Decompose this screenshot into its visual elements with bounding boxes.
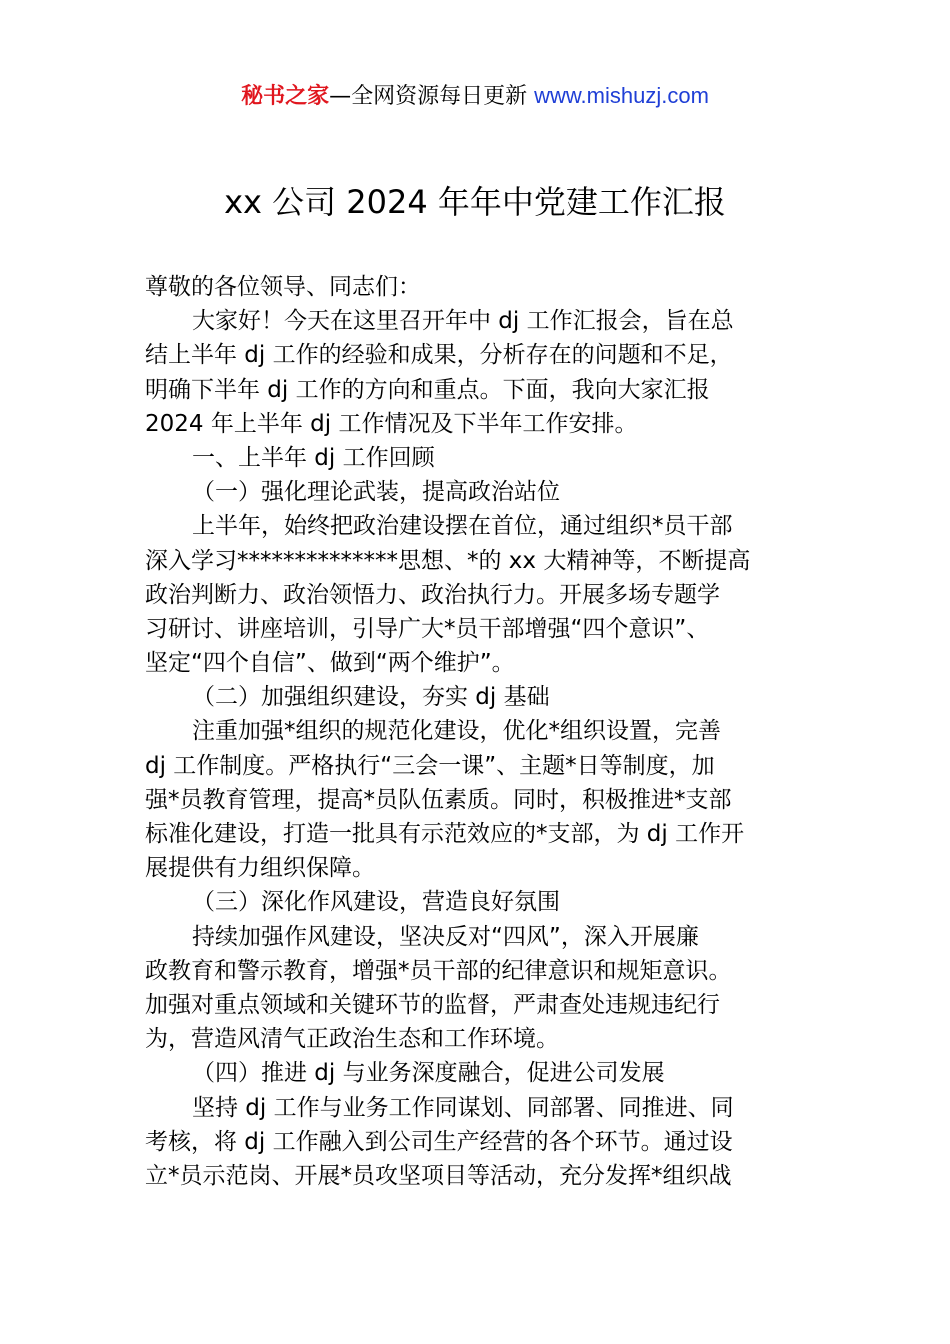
body-line: （四）推进 dj 与业务深度融合，促进公司发展	[192, 1060, 665, 1087]
body-line: 2024 年上半年 dj 工作情况及下半年工作安排。	[145, 410, 638, 437]
body-line: 尊敬的各位领导、同志们：	[145, 274, 421, 300]
body-line: 政治判断力、政治领悟力、政治执行力。开展多场专题学	[145, 581, 720, 608]
body-line: 展提供有力组织保障。	[145, 855, 375, 882]
body-line: dj 工作制度。严格执行“三会一课”、主题*日等制度，加	[145, 752, 715, 779]
body-line: 注重加强*组织的规范化建设，优化*组织设置，完善	[192, 718, 721, 745]
body-line: 考核，将 dj 工作融入到公司生产经营的各个环节。通过设	[145, 1128, 733, 1155]
body-line: 持续加强作风建设，坚决反对“四风”，深入开展廉	[192, 923, 699, 950]
body-line: 深入学习**************思想、*的 xx 大精神等，不断提高	[145, 547, 751, 574]
body-line: 上半年，始终把政治建设摆在首位，通过组织*员干部	[192, 513, 733, 540]
body-line: 习研讨、讲座培训，引导广大*员干部增强“四个意识”、	[145, 615, 710, 642]
site-header	[0, 80, 950, 113]
document-body	[145, 270, 810, 1193]
body-line: 立*员示范岗、开展*员攻坚项目等活动，充分发挥*组织战	[145, 1162, 732, 1189]
body-line: 坚定“四个自信”、做到“两个维护”。	[145, 650, 515, 677]
site-brand: 秘书之家	[241, 84, 330, 109]
body-line: 大家好！今天在这里召开年中 dj 工作汇报会，旨在总	[192, 308, 734, 335]
body-line: 明确下半年 dj 工作的方向和重点。下面，我向大家汇报	[145, 376, 710, 403]
body-line: （一）强化理论武装，提高政治站位	[192, 479, 560, 506]
document-title: xx 公司 2024 年年中党建工作汇报	[224, 183, 726, 221]
body-line: 坚持 dj 工作与业务工作同谋划、同部署、同推进、同	[192, 1094, 734, 1121]
body-line: 加强对重点领域和关键环节的监督，严肃查处违规违纪行	[145, 991, 720, 1018]
body-line: 结上半年 dj 工作的经验和成果，分析存在的问题和不足，	[145, 342, 733, 369]
body-line: （三）深化作风建设，营造良好氛围	[192, 889, 560, 916]
body-line: 标准化建设，打造一批具有示范效应的*支部，为 dj 工作开	[145, 821, 745, 847]
body-line: （二）加强组织建设，夯实 dj 基础	[192, 684, 550, 711]
body-line: 强*员教育管理，提高*员队伍素质。同时，积极推进*支部	[145, 786, 732, 813]
body-line: 政教育和警示教育，增强*员干部的纪律意识和规矩意识。	[145, 957, 732, 984]
site-url[interactable]: www.mishuzj.com	[534, 83, 709, 108]
site-tagline: —全网资源每日更新	[329, 84, 535, 109]
body-line: 一、上半年 dj 工作回顾	[192, 444, 435, 471]
body-line: 为，营造风清气正政治生态和工作环境。	[145, 1026, 559, 1053]
